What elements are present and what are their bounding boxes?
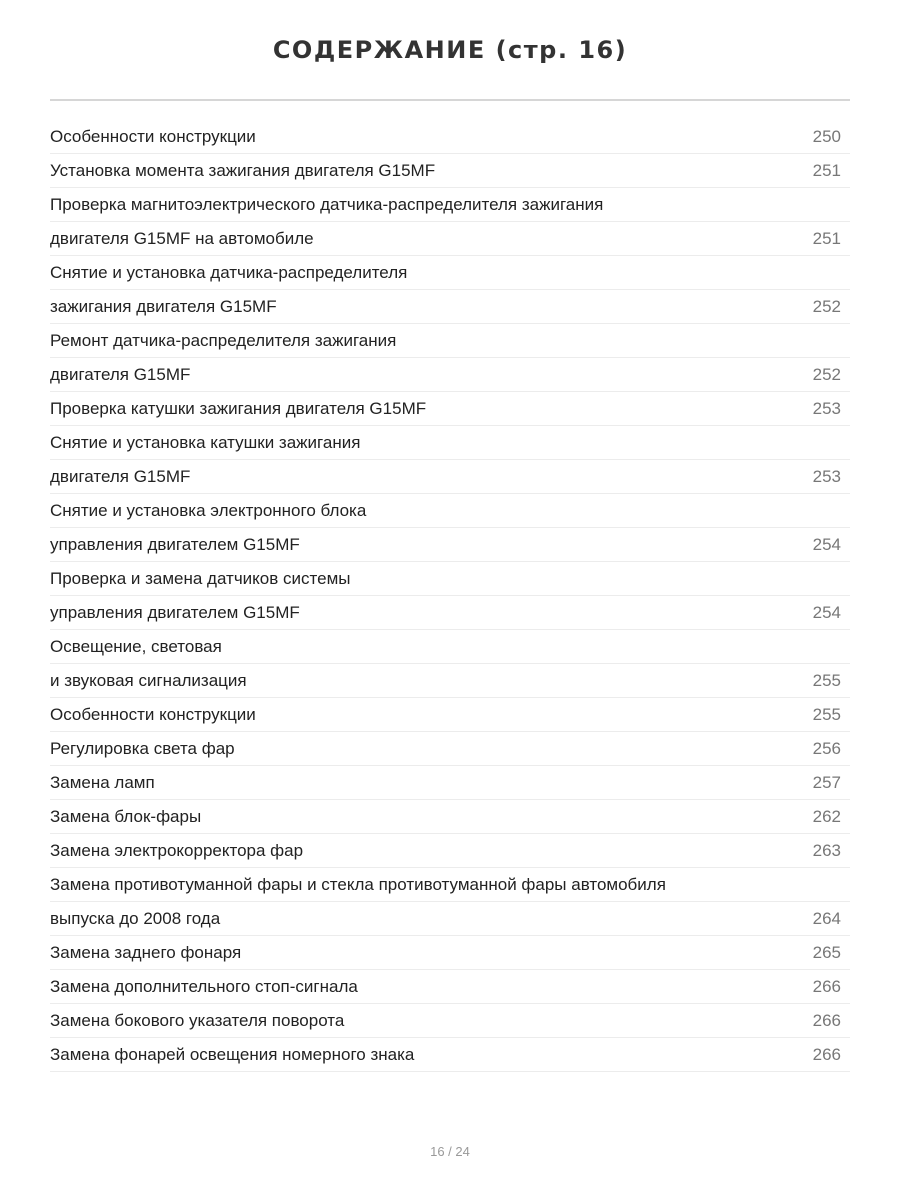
- toc-entry-title: двигателя G15MF: [50, 466, 191, 486]
- toc-page-number: 266: [812, 1044, 841, 1064]
- toc-entry-title: Регулировка света фар: [50, 738, 235, 758]
- toc-row: [50, 154, 850, 188]
- toc-row: [50, 970, 850, 1004]
- toc-entry-title: Замена противотуманной фары и стекла противотуманной фары автомобиля: [50, 874, 666, 894]
- toc-page-number: 253: [812, 398, 841, 418]
- toc-page-number: 250: [812, 126, 841, 146]
- toc-row: [50, 290, 850, 324]
- toc-row: [50, 630, 850, 664]
- toc-row: [50, 800, 850, 834]
- page-indicator: 16 / 24: [430, 1144, 470, 1159]
- toc-row: [50, 732, 850, 766]
- toc-entry-title: двигателя G15MF на автомобиле: [50, 228, 314, 248]
- toc-page-number: 266: [812, 976, 841, 996]
- toc-row: [50, 766, 850, 800]
- toc-entry-title: Замена дополнительного стоп-сигнала: [50, 976, 358, 996]
- toc-row: [50, 222, 850, 256]
- page-title: СОДЕРЖАНИЕ (стр. 16): [272, 36, 628, 64]
- toc-entry-title: Снятие и установка электронного блока: [50, 500, 367, 520]
- toc-entry-title: двигателя G15MF: [50, 364, 191, 384]
- toc-page-number: 252: [812, 296, 841, 316]
- toc-row: [50, 902, 850, 936]
- toc-entry-title: управления двигателем G15MF: [50, 602, 300, 622]
- toc-row: [50, 426, 850, 460]
- toc-entry-title: Проверка магнитоэлектрического датчика-распределителя зажигания: [50, 194, 604, 214]
- table-of-contents: [50, 120, 850, 1072]
- toc-row: [50, 324, 850, 358]
- toc-row: [50, 698, 850, 732]
- toc-row: [50, 528, 850, 562]
- toc-page-number: 251: [812, 228, 841, 248]
- toc-page-number: 252: [812, 364, 841, 384]
- toc-row: [50, 664, 850, 698]
- toc-entry-title: выпуска до 2008 года: [50, 908, 221, 928]
- toc-page-number: 265: [812, 942, 841, 962]
- toc-row: [50, 392, 850, 426]
- toc-row: [50, 120, 850, 154]
- toc-entry-title: Снятие и установка датчика-распределителя: [50, 262, 408, 282]
- toc-page-number: 257: [812, 772, 841, 792]
- toc-row: [50, 358, 850, 392]
- toc-entry-title: Замена блок-фары: [50, 806, 202, 826]
- toc-entry-title: Проверка и замена датчиков системы: [50, 568, 351, 588]
- toc-row: [50, 256, 850, 290]
- toc-page-number: 253: [812, 466, 841, 486]
- toc-row: [50, 1004, 850, 1038]
- toc-page-number: 251: [812, 160, 841, 180]
- toc-row: [50, 596, 850, 630]
- toc-page-number: 255: [812, 670, 841, 690]
- toc-row: [50, 460, 850, 494]
- toc-page-number: 254: [812, 602, 841, 622]
- toc-entry-title: Замена заднего фонаря: [50, 942, 242, 962]
- toc-entry-title: Проверка катушки зажигания двигателя G15MF: [50, 398, 427, 418]
- toc-row: [50, 188, 850, 222]
- toc-entry-title: Замена фонарей освещения номерного знака: [50, 1044, 415, 1064]
- toc-page-number: 266: [812, 1010, 841, 1030]
- toc-row: [50, 494, 850, 528]
- toc-entry-title: Особенности конструкции: [50, 704, 256, 724]
- toc-entry-title: Освещение, световая: [50, 636, 222, 656]
- toc-page-number: 254: [812, 534, 841, 554]
- toc-row: [50, 868, 850, 902]
- toc-entry-title: Снятие и установка катушки зажигания: [50, 432, 361, 452]
- toc-entry-title: Замена ламп: [50, 772, 155, 792]
- toc-page-number: 264: [812, 908, 841, 928]
- toc-entry-title: и звуковая сигнализация: [50, 670, 247, 690]
- title-divider: [50, 99, 850, 101]
- toc-page-number: 263: [812, 840, 841, 860]
- toc-entry-title: Особенности конструкции: [50, 126, 256, 146]
- toc-entry-title: Ремонт датчика-распределителя зажигания: [50, 330, 397, 350]
- toc-entry-title: Установка момента зажигания двигателя G15MF: [50, 160, 436, 180]
- toc-row: [50, 936, 850, 970]
- toc-row: [50, 1038, 850, 1072]
- toc-row: [50, 562, 850, 596]
- toc-entry-title: Замена бокового указателя поворота: [50, 1010, 345, 1030]
- toc-page-number: 255: [812, 704, 841, 724]
- toc-row: [50, 834, 850, 868]
- toc-entry-title: Замена электрокорректора фар: [50, 840, 304, 860]
- toc-page-number: 256: [812, 738, 841, 758]
- toc-entry-title: управления двигателем G15MF: [50, 534, 300, 554]
- toc-page-number: 262: [812, 806, 841, 826]
- toc-entry-title: зажигания двигателя G15MF: [50, 296, 277, 316]
